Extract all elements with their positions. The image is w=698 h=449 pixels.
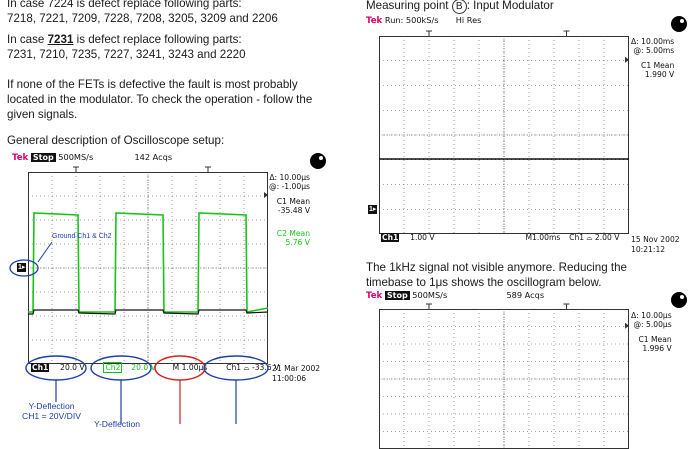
ch2-scale: 20.0 V: [131, 363, 156, 372]
measuring-point-badge: B: [452, 0, 467, 14]
scope1-readout: [269, 173, 310, 247]
acq-count: 142 Acqs: [134, 152, 173, 162]
paragraph-fets: [7, 77, 312, 122]
text-line: 7231, 7210, 7235, 7227, 3241, 3243 and 2220: [7, 48, 246, 61]
text-line: The 1kHz signal not visible anymore. Reducing the: [366, 261, 627, 274]
scope2-footer: [381, 233, 619, 243]
date: 21 Mar 2002: [272, 364, 321, 373]
text-line: If none of the FETs is defective the fault is most probably: [7, 78, 298, 91]
trigger-marker: [73, 167, 79, 172]
brand-logo: Tek: [366, 16, 383, 26]
trigger-setting: Ch1 ⌓ 2.00 V: [569, 233, 620, 242]
trigger-marker: [205, 167, 211, 172]
timebase: M1.00ms: [525, 233, 561, 242]
trigger-marker: [426, 304, 432, 309]
delta-time: Δ: 10.00μs: [269, 173, 311, 182]
paragraph-7224: [7, 0, 278, 26]
record-dot-icon: [309, 152, 327, 170]
part-ref-7231: 7231: [47, 33, 74, 46]
record-dot-icon: [670, 291, 688, 309]
sample-rate: 500MS/s: [58, 152, 94, 162]
text-line: given signals.: [7, 108, 78, 121]
acq-mode: Stop: [32, 153, 54, 162]
text-line: timebase to 1μs shows the oscillogram below.: [366, 276, 602, 289]
scope2-header: [366, 15, 481, 26]
date: 15 Nov 2002: [631, 235, 680, 244]
sample-rate: 500MS/s: [412, 290, 448, 300]
trigger-marker: [564, 31, 570, 36]
ground-annotation: Ground Ch1 & Ch2: [52, 233, 112, 240]
acq-mode: Run: 500kS/s: [384, 15, 439, 25]
text-line: located in the modulator. To check the operation - follow the: [7, 93, 313, 106]
scope3-readout: [631, 311, 672, 353]
scope3-header: [366, 290, 544, 301]
delta-time: Δ: 10.00μs: [631, 311, 672, 320]
cursor-time: @: -1.00μs: [269, 182, 311, 191]
cursor-time: @: 5.00ms: [633, 46, 675, 55]
ch2-highlight-oval: [91, 356, 151, 380]
c2-mean-value: 5.76 V: [285, 238, 311, 247]
ch2-tag: Ch2: [105, 363, 121, 372]
record-dot-icon: [670, 15, 688, 33]
y-deflection-ch1-label: Y-Deflection CH1 = 20V/DIV: [22, 401, 81, 421]
measuring-point-heading: Measuring point B : Input Modulator: [366, 0, 554, 12]
c1-mean-value: -35.48 V: [277, 206, 311, 215]
ch1-ground-marker: 1▸: [369, 206, 377, 213]
timebase-highlight-oval: [155, 356, 205, 380]
cursor-time: @: 5.00μs: [633, 320, 672, 329]
acq-mode: Stop: [386, 291, 408, 300]
trigger-marker: [426, 31, 432, 36]
text-line: In case 7231 is defect replace following parts:: [7, 33, 242, 46]
ch1-highlight-oval: [26, 356, 86, 380]
ch1-ground-marker: 1▸: [18, 264, 26, 271]
ground-highlight-oval: [10, 260, 38, 276]
c1-mean-label: C1 Mean: [638, 335, 672, 344]
scope2-graticule: [379, 36, 629, 234]
ch1-tag: Ch1: [382, 233, 399, 242]
scope2-readout: [631, 37, 674, 79]
timebase-note: [366, 260, 627, 290]
delta-time: Δ: 10.00ms: [631, 37, 675, 46]
timebase: M 1.00μs: [172, 363, 208, 372]
trigger-setting: Ch1 ⌓ -33.6 V: [226, 363, 280, 372]
acq-extra: Hi Res: [455, 15, 482, 25]
ch1-scale: 1.00 V: [410, 233, 435, 242]
text-line: 7218, 7221, 7209, 7228, 7208, 3205, 3209 and 2206: [7, 12, 278, 25]
brand-logo: Tek: [12, 153, 29, 163]
oscilloscope-setup-heading: General description of Oscilloscope setup:: [7, 134, 225, 147]
time: 10:21:12: [631, 245, 666, 254]
c1-mean-value: 1.990 V: [644, 70, 675, 79]
ch1-scale: 20.0 V: [60, 363, 85, 372]
text-line: In case 7224 is defect replace following parts:: [7, 0, 242, 10]
y-deflection-ch2-label: Y-Deflection: [94, 419, 141, 429]
scope1-header: [12, 152, 172, 163]
ch1-tag: Ch1: [32, 363, 49, 372]
c1-mean-label: C1 Mean: [276, 197, 311, 206]
paragraph-7231: [7, 32, 246, 62]
brand-logo: Tek: [366, 291, 383, 301]
time: 11:00:06: [272, 374, 307, 383]
c1-mean-value: 1.996 V: [642, 344, 672, 353]
scope3-graticule: [379, 309, 629, 449]
c1-mean-label: C1 Mean: [641, 61, 675, 70]
trigger-marker: [564, 304, 570, 309]
c2-mean-label: C2 Mean: [276, 229, 311, 238]
scope2-datetime: [631, 235, 680, 255]
acq-count: 589 Acqs: [506, 290, 545, 300]
scope1-annotations: [0, 252, 330, 332]
trigger-highlight-oval: [204, 356, 268, 380]
